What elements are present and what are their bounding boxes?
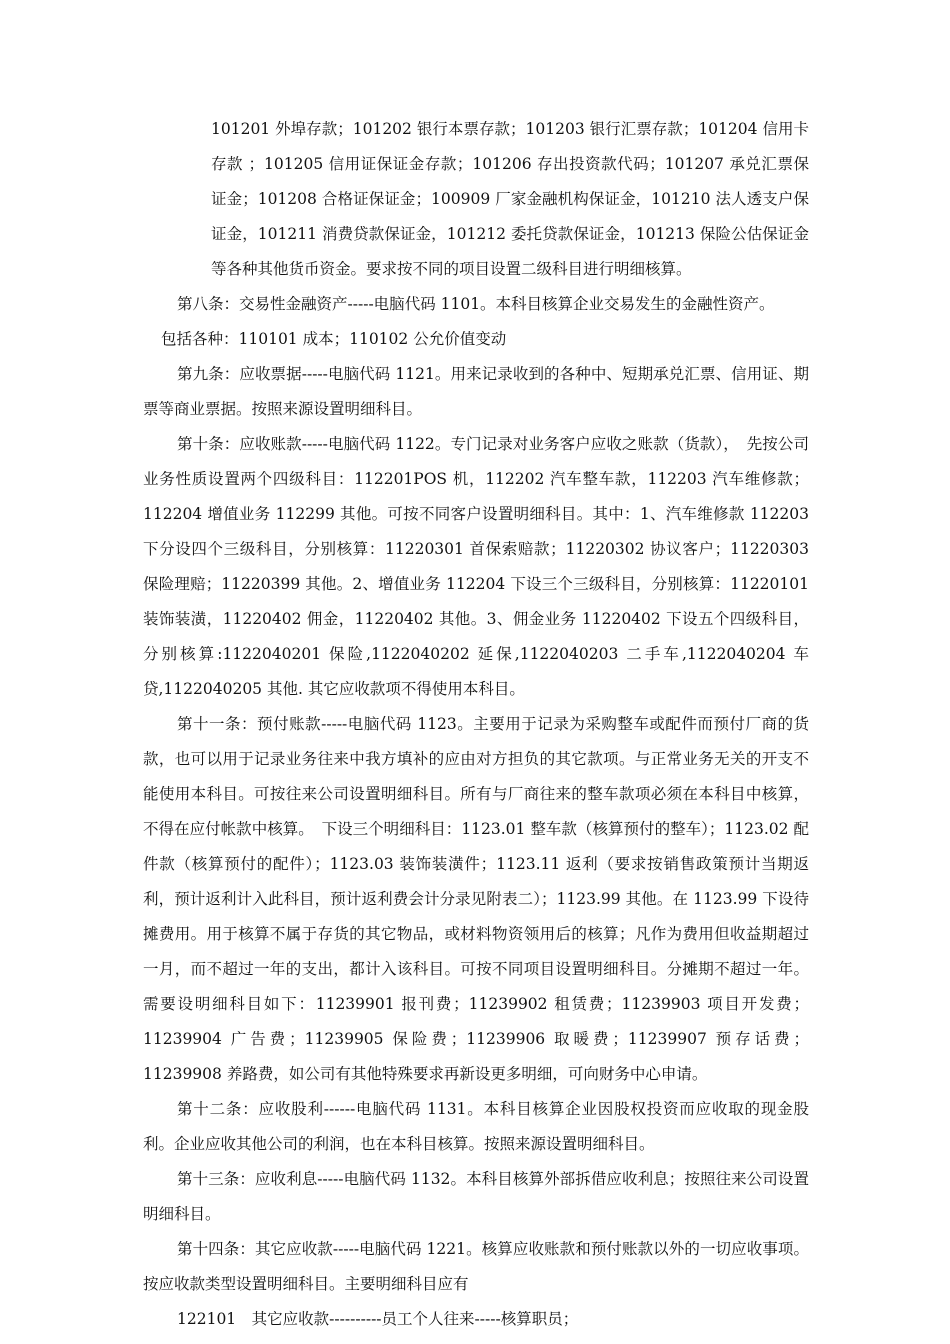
document-page [143, 112, 809, 1337]
paragraph-article-8: 第八条：交易性金融资产-----电脑代码 1101。本科目核算企业交易发生的金融性资产。 [177, 295, 775, 313]
paragraph-article-9: 第九条：应收票据-----电脑代码 1121。用来记录收到的各种中、短期承兑汇票、信用证、期票等商业票据。按照来源设置明细科目。 [143, 365, 809, 418]
paragraph-article-13: 第十三条：应收利息-----电脑代码 1132。本科目核算外部拆借应收利息；按照往来公司设置明细科目。 [143, 1170, 809, 1223]
paragraph-article-12: 第十二条：应收股利------电脑代码 1131。本科目核算企业因股权投资而应收取的现金股利。企业应收其他公司的利润，也在本科目核算。按照来源设置明细科目。 [143, 1100, 809, 1153]
paragraph-article-11: 第十一条：预付账款-----电脑代码 1123。主要用于记录为采购整车或配件而预付厂商的货款，也可以用于记录业务往来中我方填补的应由对方担负的其它款项。与正常业务无关的开支不能使用本科目。可按往来公司设置明细科目。所有与厂商往来的整车款项必须在本科目中核算，不得在应付帐款中核算。 下设三个明细科目：1123.01 整车款（核算预付的整车）；1123.02 配件款（核算预付的配件）；1123.03 装饰装潢件；1123.11 返利（要求按销售政策预计当期返利，预计返利计入此科目，预计返利费会计分录见附表二）；1123.99 其他。在 1123.99 下设待摊费用。用于核算不属于存货的其它物品，或材料物资领用后的核算；凡作为费用但收益期超过一月，而不超过一年的支出，都计入该科目。可按不同项目设置明细科目。分摊期不超过一年。需要设明细科目如下：11239901 报刊费；11239902 租赁费；11239903 项目开发费；11239904 广告费；11239905 保险费；11239906 取暖费；11239907 预存话费；11239908 养路费，如公司有其他特殊要求再新设更多明细，可向财务中心申请。 [143, 715, 809, 1083]
paragraph-article-10: 第十条：应收账款-----电脑代码 1122。专门记录对业务客户应收之账款（货款）， 先按公司业务性质设置两个四级科目：112201POS 机，112202 汽车整车款，112203 汽车维修款；112204 增值业务 112299 其他。可按不同客户设置明细科目。其中：1、汽车维修款 112203 下分设四个三级科目，分别核算：11220301 首保索赔款；11220302 协议客户；11220303 保险理赔；11220399 其他。2、增值业务 112204 下设三个三级科目，分别核算：11220101 装饰装潢，11220402 佣金，11220402 其他。3、佣金业务 11220402 下设五个四级科目，分别核算:1122040201 保险,1122040202 延保,1122040203 二手车,1122040204 车贷,1122040205 其他. 其它应收款项不得使用本科目。 [143, 435, 809, 698]
paragraph-122101: 122101 其它应收款----------员工个人往来-----核算职员； [177, 1310, 579, 1328]
paragraph-article-8-continuation: 包括各种：110101 成本；110102 公允价值变动 [161, 330, 507, 348]
paragraph-other-currency-funds: 101201 外埠存款；101202 银行本票存款；101203 银行汇票存款；101204 信用卡存款 ；101205 信用证保证金存款；101206 存出投资款代码；101207 承兑汇票保证金；101208 合格证保证金；100909 厂家金融机构保证金，101210 法人透支户保证金，101211 消费贷款保证金，101212 委托贷款保证金，101213 保险公估保证金 等各种其他货币资金。要求按不同的项目设置二级科目进行明细核算。 [211, 120, 809, 278]
paragraph-article-14: 第十四条：其它应收款-----电脑代码 1221。核算应收账款和预付账款以外的一切应收事项。按应收款类型设置明细科目。主要明细科目应有 [143, 1240, 809, 1293]
